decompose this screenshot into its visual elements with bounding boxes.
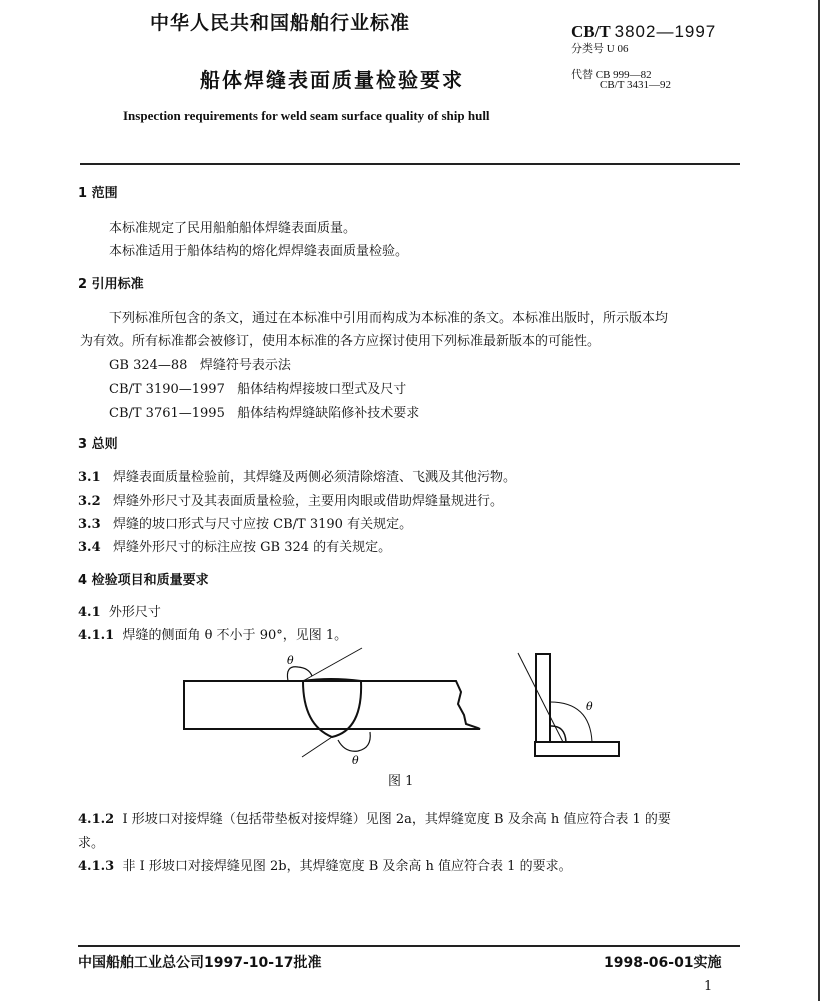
- clause-number: 4.1.1: [78, 628, 115, 643]
- lower-tangent-line: [302, 737, 332, 757]
- implementation-date: 1998-06-01实施: [604, 955, 722, 971]
- butt-weld-plate: [184, 681, 480, 729]
- section-1-para-1: 本标准规定了民用船舶船体焊缝表面质量。: [109, 221, 357, 236]
- header-divider: [80, 163, 740, 165]
- page-number: 1: [704, 979, 713, 994]
- clause-3-1: [78, 466, 516, 485]
- clause-text: 非 I 形坡口对接焊缝见图 2b，其焊缝宽度 B 及余高 h 值应符合表 1 的要求。: [122, 859, 572, 874]
- clause-text: I 形坡口对接焊缝（包括带垫板对接焊缝）见图 2a，其焊缝宽度 B 及余高 h 值应符合表 1 的要: [122, 812, 671, 827]
- classification-number: 分类号 U 06: [571, 43, 629, 55]
- reference-item: [109, 354, 291, 373]
- clause-text: 焊缝的坡口形式与尺寸应按 CB/T 3190 有关规定。: [113, 517, 413, 532]
- clause-text: 焊缝外形尺寸及其表面质量检验，主要用肉眼或借助焊缝量规进行。: [113, 494, 504, 509]
- reference-code: GB 324—88: [109, 358, 188, 373]
- reference-code: CB/T 3190—1997: [109, 382, 225, 397]
- clause-3-2: [78, 490, 503, 509]
- code-number: 3802—1997: [614, 22, 717, 41]
- clause-number: 3.2: [78, 494, 101, 509]
- reference-name: 焊缝符号表示法: [199, 358, 291, 373]
- clause-number: 3.1: [78, 470, 101, 485]
- reference-name: 船体结构焊缝缺陷修补技术要求: [237, 406, 420, 421]
- replaces-code-1: CB 999—82: [595, 69, 652, 81]
- clause-number: 4.1.2: [78, 812, 115, 827]
- clause-4-1-3: [78, 855, 572, 874]
- lower-angle-arc: [338, 732, 370, 751]
- section-2-heading: 2 引用标准: [78, 277, 144, 292]
- section-1-heading: 1 范围: [78, 186, 118, 201]
- standard-code: [571, 22, 716, 42]
- reference-name: 船体结构焊接坡口型式及尺寸: [237, 382, 407, 397]
- section-1-para-2: 本标准适用于船体结构的熔化焊焊缝表面质量检验。: [109, 244, 409, 259]
- figure-1-caption: 图 1: [388, 774, 414, 789]
- industry-standard-heading: 中华人民共和国船舶行业标准: [150, 12, 411, 34]
- theta-label: θ: [352, 754, 359, 767]
- clause-text: 外形尺寸: [108, 605, 161, 620]
- replaces-label: 代替: [571, 69, 593, 81]
- section-2-para-line-2: 为有效。所有标准都会被修订，使用本标准的各方应探讨使用下列标准最新版本的可能性。: [80, 334, 601, 349]
- code-prefix: CB/T: [571, 22, 611, 41]
- footer-divider: [78, 945, 740, 947]
- fillet-weld-arc: [550, 726, 566, 742]
- clause-number: 4.1.3: [78, 859, 115, 874]
- upper-angle-arc: [287, 667, 312, 681]
- fillet-tangent-line: [518, 653, 563, 742]
- page-edge-line: [818, 0, 820, 1001]
- clause-number: 3.3: [78, 517, 101, 532]
- clause-text: 焊缝的侧面角 θ 不小于 90°，见图 1。: [122, 628, 348, 643]
- reference-item: [109, 378, 406, 397]
- reference-code: CB/T 3761—1995: [109, 406, 225, 421]
- clause-4-1-2-cont: 求。: [78, 836, 105, 851]
- section-3-heading: 3 总则: [78, 437, 118, 452]
- reference-item: [109, 402, 419, 421]
- section-4-heading: 4 检验项目和质量要求: [78, 573, 209, 588]
- clause-4-1-2: [78, 808, 671, 827]
- replaces-code-2: CB/T 3431—92: [600, 79, 672, 91]
- clause-4-1: [78, 601, 161, 620]
- clause-text: 焊缝外形尺寸的标注应按 GB 324 的有关规定。: [113, 540, 392, 555]
- clause-text: 焊缝表面质量检验前，其焊缝及两侧必须清除熔渣、飞溅及其他污物。: [113, 470, 517, 485]
- theta-label: θ: [287, 654, 294, 667]
- approval-line: 中国船舶工业总公司1997-10-17批准: [78, 955, 322, 971]
- theta-label: θ: [586, 700, 593, 713]
- clause-3-3: [78, 513, 412, 532]
- section-2-para-line-1: 下列标准所包含的条文，通过在本标准中引用而构成为本标准的条文。本标准出版时，所示版本均: [109, 311, 669, 326]
- figure-1-diagram: [160, 640, 640, 770]
- fillet-vertical-plate: [536, 654, 550, 742]
- fillet-horizontal-plate: [535, 742, 619, 756]
- clause-number: 4.1: [78, 605, 101, 620]
- document-title-en: Inspection requirements for weld seam surface quality of ship hull: [123, 108, 490, 123]
- document-title-cn: 船体焊缝表面质量检验要求: [200, 68, 464, 92]
- clause-number: 3.4: [78, 540, 101, 555]
- clause-3-4: [78, 536, 391, 555]
